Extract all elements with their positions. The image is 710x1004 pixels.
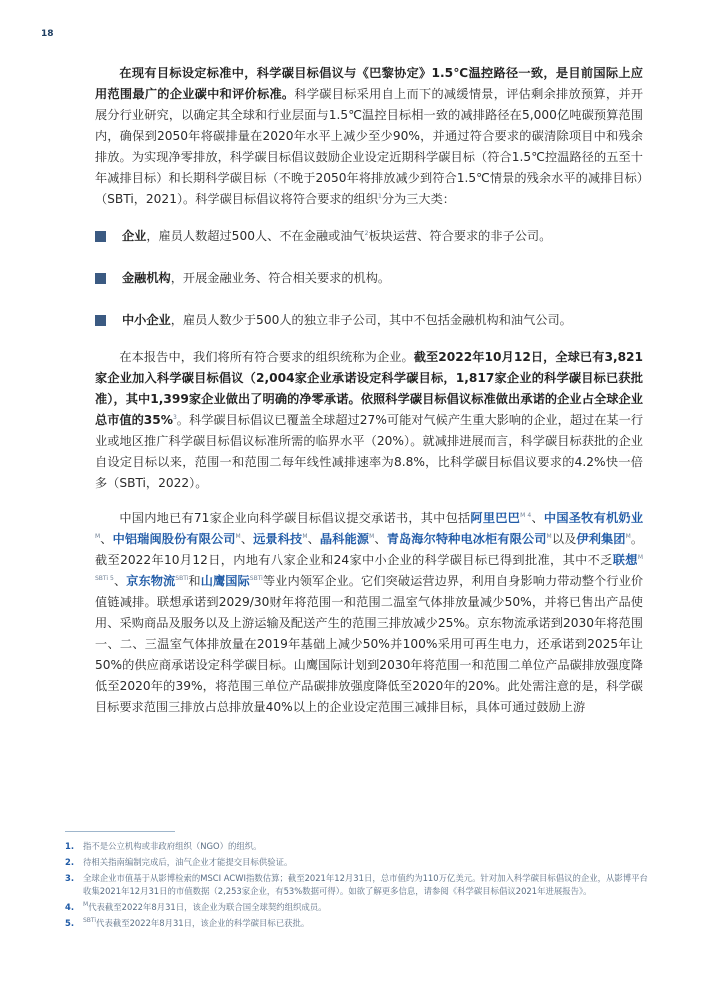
- company-link-jinko[interactable]: 晶科能源: [319, 532, 370, 546]
- para2-text: 。科学碳目标倡议已覆盖全球超过27%可能对气候产生重大影响的企业，超过在某一行业或地区推广科学碳目标倡议标准所需的临界水平（20%）。就减排进展而言，科学碳目标获批的企业自设定目标以来，范围一和范围二每年线性减排速率为8.8%，比科学碳目标倡议要求的4.2%快一倍多（SBTi，2022）。: [95, 413, 644, 490]
- footnote-number: 5.: [65, 918, 75, 928]
- footnote-marker: M: [83, 901, 89, 909]
- company-marker: M 4: [520, 511, 532, 519]
- company-marker: M: [302, 532, 308, 540]
- company-marker: M SBTi 5: [95, 553, 643, 582]
- footnote-marker: SBTi: [83, 917, 97, 925]
- company-link-shengmu[interactable]: 中国圣牧有机奶业: [543, 511, 644, 525]
- intro-text-end: 分为三大类：: [381, 192, 455, 206]
- footnote-text: 全球企业市值基于从影博检索的MSCI ACWI指数估算；截至2021年12月31日，总市值约为110万亿美元。针对加入科学碳目标倡议的企业，从影博平台收集2021年12月31日的市值数据（2,253家企业，有53%数据可得）。如欲了解更多信息，请参阅《科学碳目标倡议2021年进展报告》。: [83, 873, 648, 896]
- company-marker: M: [546, 532, 552, 540]
- company-marker: M: [235, 532, 241, 540]
- footnote-ref-2: 2: [364, 229, 369, 237]
- para3-text: 和: [188, 574, 201, 588]
- global-progress-paragraph: [95, 347, 643, 494]
- company-marker: M: [369, 532, 375, 540]
- intro-bold: 在现有目标设定标准中，科学碳目标倡议与《巴黎协定》1.5℃温控路径一致，是目前国际上应用范围最广的企业碳中和评价标准。: [95, 66, 643, 101]
- category-desc: ，雇员人数超过500人、不在金融或油气: [146, 229, 365, 243]
- footnote-ref-3: 3: [172, 413, 177, 421]
- category-list: [95, 226, 643, 331]
- company-link-chalco[interactable]: 中铝瑞闽股份有限公司: [112, 532, 236, 546]
- category-term: 金融机构: [122, 271, 171, 285]
- para3-text: 、: [307, 532, 320, 546]
- para3-text: 、: [374, 532, 387, 546]
- footnote-divider: [65, 831, 175, 832]
- list-item: [95, 268, 643, 289]
- company-link-yili[interactable]: 伊利集团: [576, 532, 626, 546]
- square-bullet-icon: [95, 231, 106, 242]
- company-link-shanying[interactable]: 山鹰国际: [200, 574, 250, 588]
- company-link-jd-logistics[interactable]: 京东物流: [126, 574, 176, 588]
- category-desc: ，开展金融业务、符合相关要求的机构。: [170, 271, 391, 285]
- footnote: [65, 917, 650, 930]
- para3-text: 、: [113, 574, 127, 588]
- footnote-ref-1: 1: [378, 192, 382, 200]
- company-marker: M: [95, 532, 101, 540]
- company-marker: M: [625, 532, 631, 540]
- category-desc: ，雇员人数少于500人的独立非子公司，其中不包括金融机构和油气公司。: [170, 313, 572, 327]
- para3-text: 等业内领军企业。它们突破运营边界，利用自身影响力带动整个行业价值链减排。联想承诺到2029/30财年将范围一和范围二温室气体排放量减少50%，并将已售出产品使用、采购商品及服务以及上游运输及配送产生的范围三排放减少25%。京东物流承诺到2030年将范围一、二、三温室气体排放量在2019年基础上减少50%并100%采用可再生电力，还承诺到2025年让50%的供应商承诺设定科学碳目标。山鹰国际计划到2030年将范围一和范围二单位产品碳排放强度降低至2020年的39%，将范围三单位产品碳排放强度降低至2020年的20%。此处需注意的是，科学碳目标要求范围三排放占总排放量40%以上的企业设定范围三减排目标，具体可通过鼓励上游: [95, 574, 644, 714]
- china-paragraph: [95, 508, 643, 718]
- intro-paragraph: [95, 63, 643, 210]
- para3-text: 。截至2022年10月12日，内地有八家企业和24家中小企业的科学碳目标已得到批准，其中不乏: [95, 532, 644, 567]
- list-item: [95, 310, 643, 331]
- para3-text: 、: [531, 511, 544, 525]
- footnote-text: 待相关指南编制完成后，油气企业才能提交目标供验证。: [83, 857, 293, 867]
- footnote-text: 代表截至2022年8月31日，该企业的科学碳目标已获批。: [96, 918, 310, 928]
- list-item: [95, 226, 643, 247]
- category-term: 企业: [122, 229, 147, 243]
- footnote: [65, 901, 650, 914]
- company-marker: SBTi: [175, 574, 189, 582]
- category-desc-end: 板块运营、符合要求的非子公司。: [368, 229, 552, 243]
- main-content: [95, 63, 643, 718]
- para3-text: 以及: [551, 532, 577, 546]
- para3-text: 、: [240, 532, 254, 546]
- footnote-number: 3.: [65, 873, 75, 883]
- footnote: [65, 840, 650, 853]
- square-bullet-icon: [95, 273, 106, 284]
- para2-lead: 在本报告中，我们将所有符合要求的组织统称为企业。: [119, 350, 414, 364]
- square-bullet-icon: [95, 315, 106, 326]
- footnotes: [65, 831, 650, 933]
- company-link-envision[interactable]: 远景科技: [253, 532, 303, 546]
- footnote-text: 代表截至2022年8月31日，该企业为联合国全球契约组织成员。: [88, 902, 327, 912]
- footnote: [65, 856, 650, 869]
- company-marker: SBTi: [249, 574, 263, 582]
- page-number: 18: [41, 29, 54, 39]
- footnote-number: 4.: [65, 902, 75, 912]
- footnote-number: 2.: [65, 857, 75, 867]
- footnote-text: 指不是公立机构或非政府组织（NGO）的组织。: [83, 841, 262, 851]
- para3-text: 、: [100, 532, 113, 546]
- company-link-alibaba[interactable]: 阿里巴巴: [470, 511, 521, 525]
- footnote-number: 1.: [65, 841, 75, 851]
- para2-bold: 截至2022年10月12日，全球已有3,821家企业加入科学碳目标倡议（2,004家企业承诺设定科学碳目标，1,817家企业的科学碳目标已获批准），其中1,399家企业做出了明确的净零承诺。依照科学碳目标倡议标准做出承诺的企业占全球企业总市值的35%: [95, 350, 644, 427]
- company-link-haier[interactable]: 青岛海尔特种电冰柜有限公司: [386, 532, 547, 546]
- company-link-lenovo[interactable]: 联想: [612, 553, 638, 567]
- para3-text: 中国内地已有71家企业向科学碳目标倡议提交承诺书，其中包括: [119, 511, 471, 525]
- intro-text: 科学碳目标采用自上而下的减缓情景，评估剩余排放预算，并开展分行业研究，以确定其全球和行业层面与1.5℃温控目标相一致的减排路径在5,000亿吨碳预算范围内，确保到2050年将碳排量在2020年水平上减少至少90%，并通过符合要求的碳清除项目中和残余排放。为实现净零排放，科学碳目标倡议鼓励企业设定近期科学碳目标（符合1.5℃控温路径的五至十年减排目标）和长期科学碳目标（不晚于2050年将排放减少到符合1.5℃情景的残余水平的减排目标）（SBTi，2021）。科学碳目标倡议将符合要求的组织: [95, 87, 644, 206]
- category-term: 中小企业: [122, 313, 171, 327]
- footnote: [65, 872, 650, 898]
